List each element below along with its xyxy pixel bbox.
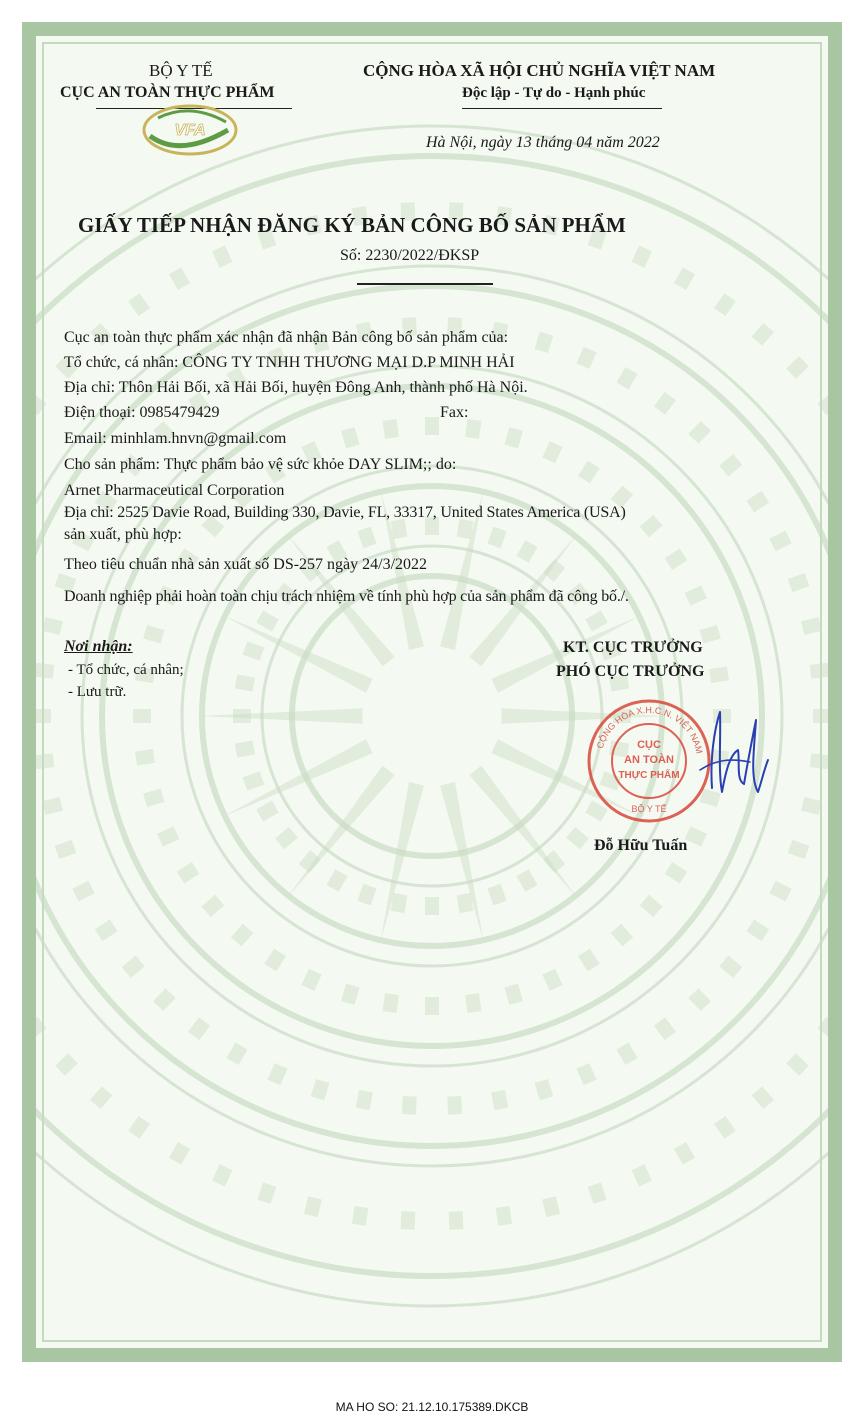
svg-text:BỘ Y TẾ: BỘ Y TẾ: [631, 804, 667, 814]
body-email: Email: minhlam.hnvn@gmail.com: [64, 430, 287, 447]
title-rule: [357, 283, 493, 285]
body-phone: Điện thoại: 0985479429: [64, 404, 220, 421]
handwritten-signature: [690, 700, 780, 810]
body-conformity: sản xuất, phù hợp:: [64, 526, 182, 543]
agency-name: CỤC AN TOÀN THỰC PHẨM: [60, 84, 275, 101]
body-manufacturer: Arnet Pharmaceutical Corporation: [64, 482, 285, 499]
motto-underline: [462, 108, 662, 109]
body-fax: Fax:: [440, 404, 469, 421]
svg-text:AN TOÀN: AN TOÀN: [624, 754, 674, 766]
nation-name: CỘNG HÒA XÃ HỘI CHỦ NGHĨA VIỆT NAM: [363, 61, 716, 80]
recipients-label: Nơi nhận:: [64, 638, 133, 655]
dossier-code: MA HO SO: 21.12.10.175389.DKCB: [335, 1400, 529, 1414]
recipient-item: - Tổ chức, cá nhân;: [68, 662, 184, 678]
body-standard: Theo tiêu chuẩn nhà sản xuất số DS-257 ngày 24/3/2022: [64, 556, 428, 573]
signer-name: Đỗ Hữu Tuấn: [594, 837, 688, 854]
signature-position: PHÓ CỤC TRƯỞNG: [556, 663, 705, 680]
body-responsibility: Doanh nghiệp phải hoàn toàn chịu trách nhiệm về tính phù hợp của sản phẩm đã công bố./.: [64, 588, 629, 605]
svg-text:VFA: VFA: [174, 122, 206, 139]
vfa-logo: [140, 100, 240, 158]
body-organization: Tổ chức, cá nhân: CÔNG TY TNHH THƯƠNG MẠI D.P MINH HẢI: [64, 354, 515, 371]
ministry-name: BỘ Y TẾ: [149, 61, 213, 80]
place-date: Hà Nội, ngày 13 tháng 04 năm 2022: [426, 134, 660, 151]
national-motto: Độc lập - Tự do - Hạnh phúc: [462, 85, 646, 101]
recipient-item: - Lưu trữ.: [68, 684, 127, 700]
document-title: GIẤY TIẾP NHẬN ĐĂNG KÝ BẢN CÔNG BỐ SẢN PHẨM: [78, 213, 626, 237]
svg-text:THỰC PHẨM: THỰC PHẨM: [618, 770, 680, 781]
body-manufacturer-address: Địa chỉ: 2525 Davie Road, Building 330, Davie, FL, 33317, United States America (USA): [64, 504, 626, 521]
body-product: Cho sản phẩm: Thực phẩm bảo vệ sức khỏe DAY SLIM;; do:: [64, 456, 457, 473]
body-address: Địa chỉ: Thôn Hải Bối, xã Hải Bối, huyện Đông Anh, thành phố Hà Nội.: [64, 379, 528, 396]
body-intro: Cục an toàn thực phẩm xác nhận đã nhận Bản công bố sản phẩm của:: [64, 329, 509, 346]
svg-text:CỘNG HÒA X.H.C.N. VIỆT NAM: CỘNG HÒA X.H.C.N. VIỆT NAM: [594, 704, 705, 755]
svg-text:CỤC: CỤC: [637, 739, 661, 751]
signature-on-behalf: KT. CỤC TRƯỞNG: [563, 639, 703, 656]
document-number: Số: 2230/2022/ĐKSP: [340, 247, 480, 264]
